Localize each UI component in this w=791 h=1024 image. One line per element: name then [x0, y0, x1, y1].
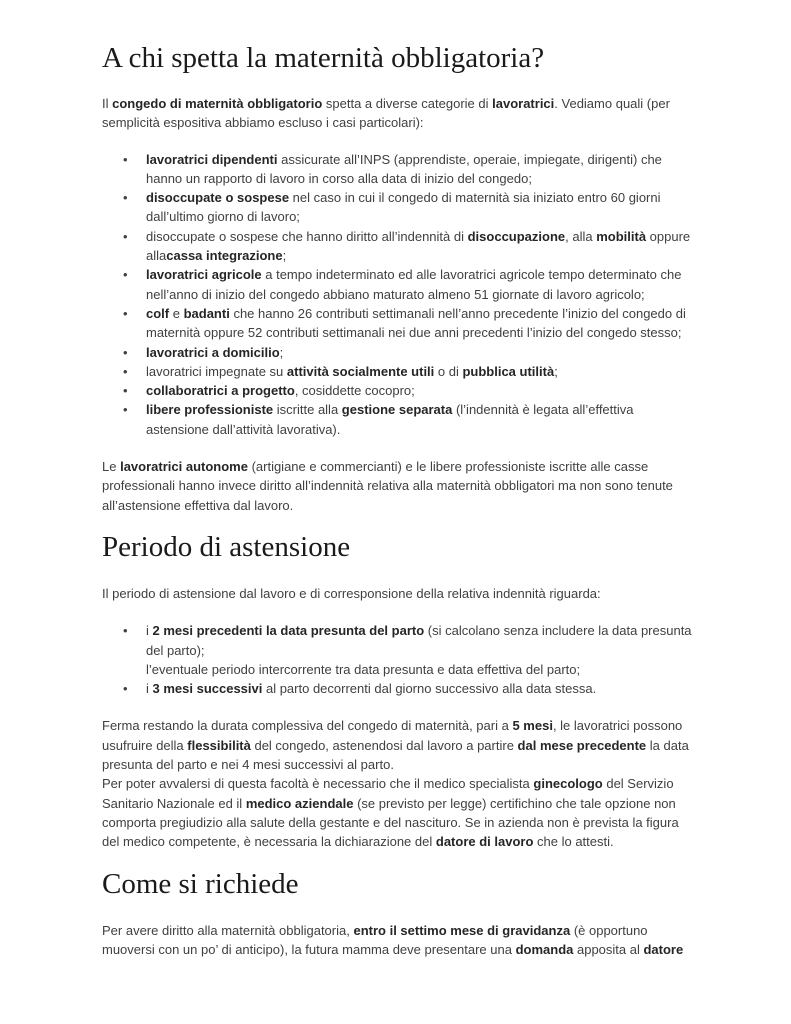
list-item-category: • colf e badanti che hanno 26 contributi settimanali nell’anno precedente l’inizio del congedo di maternità oppure 52 contributi settimanali nei due anni precedenti l’inizio del congedo stesso; — [146, 304, 692, 343]
bold-text: entro il settimo mese di gravidanza — [353, 922, 571, 938]
bold-text: lavoratrici a domicilio — [146, 344, 280, 360]
paragraph-richiesta: Per avere diritto alla maternità obbligatoria, entro il settimo mese di gravidanza (è opportuno muoversi con un po’ di anticipo), la futura mamma deve presentare una domanda apposita al datore — [102, 922, 684, 957]
section-title-periodo: Periodo di astensione — [102, 530, 351, 563]
bold-text: badanti — [183, 305, 230, 321]
bold-text: flessibilità — [187, 737, 251, 753]
paragraph-flessibilita: Ferma restando la durata complessiva del congedo di maternità, pari a 5 mesi, le lavoratrici possono usufruire della flessibilità del congedo, astenendosi dal lavoro a partire dal mese precedente la data presunta del parto e nei 4 mesi successivi al parto. Per poter avvalersi di questa facoltà è necessario che il medico specialista ginecologo del Servizio Sanitario Nazionale ed il medico aziendale (se previsto per legge) certifichino che tale opzione non comporta pregiudizio alla salute della gestante e del nascituro. Se in azienda non è prevista la figura del medico competente, è necessaria la dichiarazione del datore di lavoro che lo attesti. — [102, 718, 689, 850]
bold-text: ginecologo — [533, 776, 603, 792]
list-item-category: • disoccupate o sospese nel caso in cui il congedo di maternità sia iniziato entro 60 giorni dall’ultimo giorno di lavoro; — [146, 188, 692, 227]
bold-text: congedo di maternità obbligatorio — [112, 96, 323, 111]
list-item-category: • collaboratrici a progetto, cosiddette cocopro; — [146, 381, 692, 400]
bold-text: lavoratrici agricole — [146, 267, 262, 283]
bold-text: lavoratrici — [492, 96, 555, 111]
bold-text: 5 mesi — [512, 718, 553, 734]
bold-text: domanda — [515, 941, 574, 957]
list-item-category: • lavoratrici a domicilio; — [146, 343, 692, 362]
bold-text: datore di lavoro — [435, 834, 534, 850]
paragraph-intro: Il congedo di maternità obbligatorio spetta a diverse categorie di lavoratrici. Vediamo quali (per semplicità espositiva abbiamo escluso i casi particolari): — [102, 96, 670, 131]
bold-text: datore — [643, 941, 684, 957]
bold-text: dal mese precedente — [517, 737, 647, 753]
bold-text: collaboratrici a progetto — [146, 383, 295, 399]
list-item-category: • lavoratrici agricole a tempo indeterminato ed alle lavoratrici agricole tempo determinato che nell’anno di inizio del congedo abbiano maturato almeno 51 giornate di lavoro agricolo; — [146, 265, 692, 304]
paragraph-autonome: Le lavoratrici autonome (artigiane e commercianti) e le libere professioniste iscritte alle casse professionali hanno invece diritto all’indennità relativa alla maternità obbligatori ma non sono tenute all’astensione effettiva dal lavoro. — [102, 459, 673, 513]
bold-text: 3 mesi successivi — [152, 681, 263, 697]
section-title-maternita: A chi spetta la maternità obbligatoria? — [102, 42, 545, 74]
list-item-category: • disoccupate o sospese che hanno diritto all’indennità di disoccupazione, alla mobilità oppure allacassa integrazione; — [146, 227, 692, 266]
document-page — [102, 40, 692, 959]
bold-text: lavoratrici dipendenti — [146, 151, 278, 167]
list-item-category: • lavoratrici impegnate su attività socialmente utili o di pubblica utilità; — [146, 362, 692, 381]
list-item-category: • libere professioniste iscritte alla gestione separata (l’indennità è legata all’effettiva astensione dall’attività lavorativa). — [146, 400, 692, 439]
list-categories — [102, 150, 692, 439]
bold-text: mobilità — [596, 228, 647, 244]
list-item-category: • lavoratrici dipendenti assicurate all’INPS (apprendiste, operaie, impiegate, dirigenti) che hanno un rapporto di lavoro in corso alla data di inizio del congedo; — [146, 150, 692, 189]
bold-text: medico aziendale — [245, 795, 354, 811]
list-item-periodo: • i 2 mesi precedenti la data presunta del parto (si calcolano senza includere la data presunta del parto); l’eventuale periodo intercorrente tra data presunta e data effettiva del parto; — [146, 621, 692, 679]
bold-text: cassa integrazione — [166, 248, 283, 264]
bold-text: 2 mesi precedenti la data presunta del parto — [152, 623, 425, 639]
bold-text: attività socialmente utili — [286, 363, 435, 379]
bold-text: pubblica utilità — [462, 363, 555, 379]
paragraph-periodo: Il periodo di astensione dal lavoro e di corresponsione della relativa indennità riguarda: — [102, 585, 601, 601]
bold-text: lavoratrici autonome — [120, 459, 248, 475]
bold-text: gestione separata — [341, 402, 453, 418]
bold-text: colf — [146, 305, 170, 321]
bold-text: disoccupazione — [467, 228, 566, 244]
bold-text: libere professioniste — [146, 402, 274, 418]
bold-text: disoccupate o sospese — [146, 190, 290, 206]
list-periodo — [102, 621, 692, 698]
section-title-richiesta: Come si richiede — [102, 867, 299, 900]
list-item-periodo: • i 3 mesi successivi al parto decorrenti dal giorno successivo alla data stessa. — [146, 679, 692, 698]
